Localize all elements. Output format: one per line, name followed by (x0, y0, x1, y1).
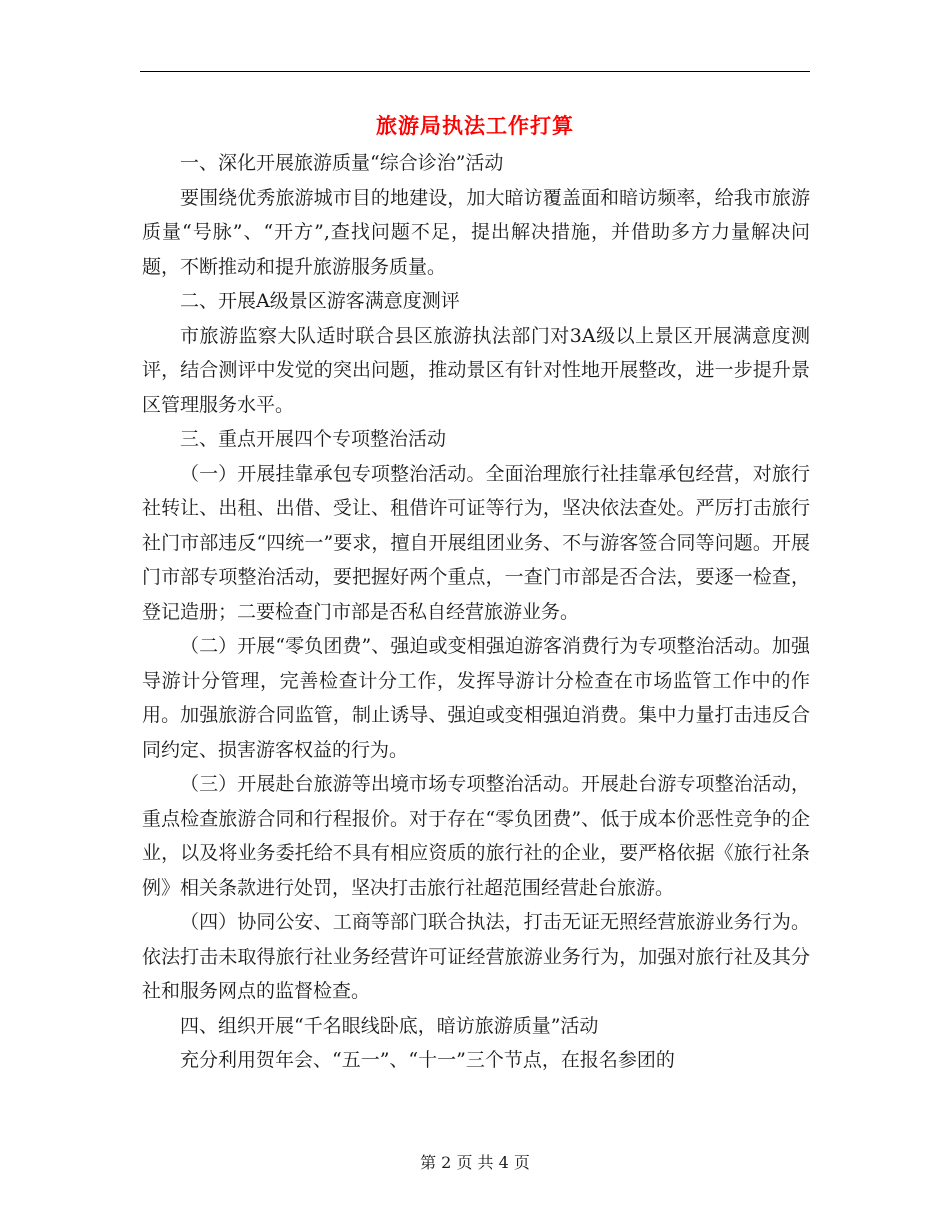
header-rule (140, 71, 810, 72)
section-heading-3: 三、重点开展四个专项整治活动 (180, 428, 447, 450)
document-body (142, 146, 810, 1078)
section-heading-1: 一、深化开展旅游质量“综合诊治”活动 (180, 152, 504, 174)
paragraph-2: 市旅游监察大队适时联合县区旅游执法部门对3A级以上景区开展满意度测评，结合测评中发觉的突出问题，推动景区有针对性地开展整改，进一步提升景区管理服务水平。 (142, 324, 810, 416)
paragraph-1: 要围绕优秀旅游城市目的地建设，加大暗访覆盖面和暗访频率，给我市旅游质量“号脉”、“开方”,查找问题不足，提出解决措施，并借助多方力量解决问题，不断推动和提升旅游服务质量。 (142, 186, 810, 278)
section-heading-2: 二、开展A级景区游客满意度测评 (180, 290, 460, 312)
paragraph-3-3: （三）开展赴台旅游等出境市场专项整治活动。开展赴台游专项整治活动，重点检查旅游合同和行程报价。对于存在“零负团费”、低于成本价恶性竞争的企业，以及将业务委托给不具有相应资质的旅行社的企业，要严格依据《旅行社条例》相关条款进行处罚，坚决打击旅行社超范围经营赴台旅游。 (142, 773, 810, 899)
section-heading-4: 四、组织开展“千名眼线卧底，暗访旅游质量”活动 (180, 1014, 599, 1037)
paragraph-3-1: （一）开展挂靠承包专项整治活动。全面治理旅行社挂靠承包经营，对旅行社转让、出租、出借、受让、租借许可证等行为，坚决依法查处。严厉打击旅行社门市部违反“四统一”要求，擅自开展组团业务、不与游客签合同等问题。开展门市部专项整治活动，要把握好两个重点，一查门市部是否合法，要逐一检查，登记造册；二要检查门市部是否私自经营旅游业务。 (142, 462, 810, 623)
paragraph-3-2: （二）开展“零负团费”、强迫或变相强迫游客消费行为专项整治活动。加强导游计分管理，完善检查计分工作，发挥导游计分检查在市场监管工作中的作用。加强旅游合同监管，制止诱导、强迫或变相强迫消费。集中力量打击违反合同约定、损害游客权益的行为。 (142, 635, 810, 761)
paragraph-3-4: （四）协同公安、工商等部门联合执法，打击无证无照经营旅游业务行为。依法打击未取得旅行社业务经营许可证经营旅游业务行为，加强对旅行社及其分社和服务网点的监督检查。 (142, 911, 810, 1002)
document-title: 旅游局执法工作打算 (376, 113, 574, 138)
paragraph-4: 充分利用贺年会、“五一”、“十一”三个节点，在报名参团的 (180, 1049, 675, 1071)
page-number-footer: 第 2 页 共 4 页 (420, 1153, 530, 1172)
